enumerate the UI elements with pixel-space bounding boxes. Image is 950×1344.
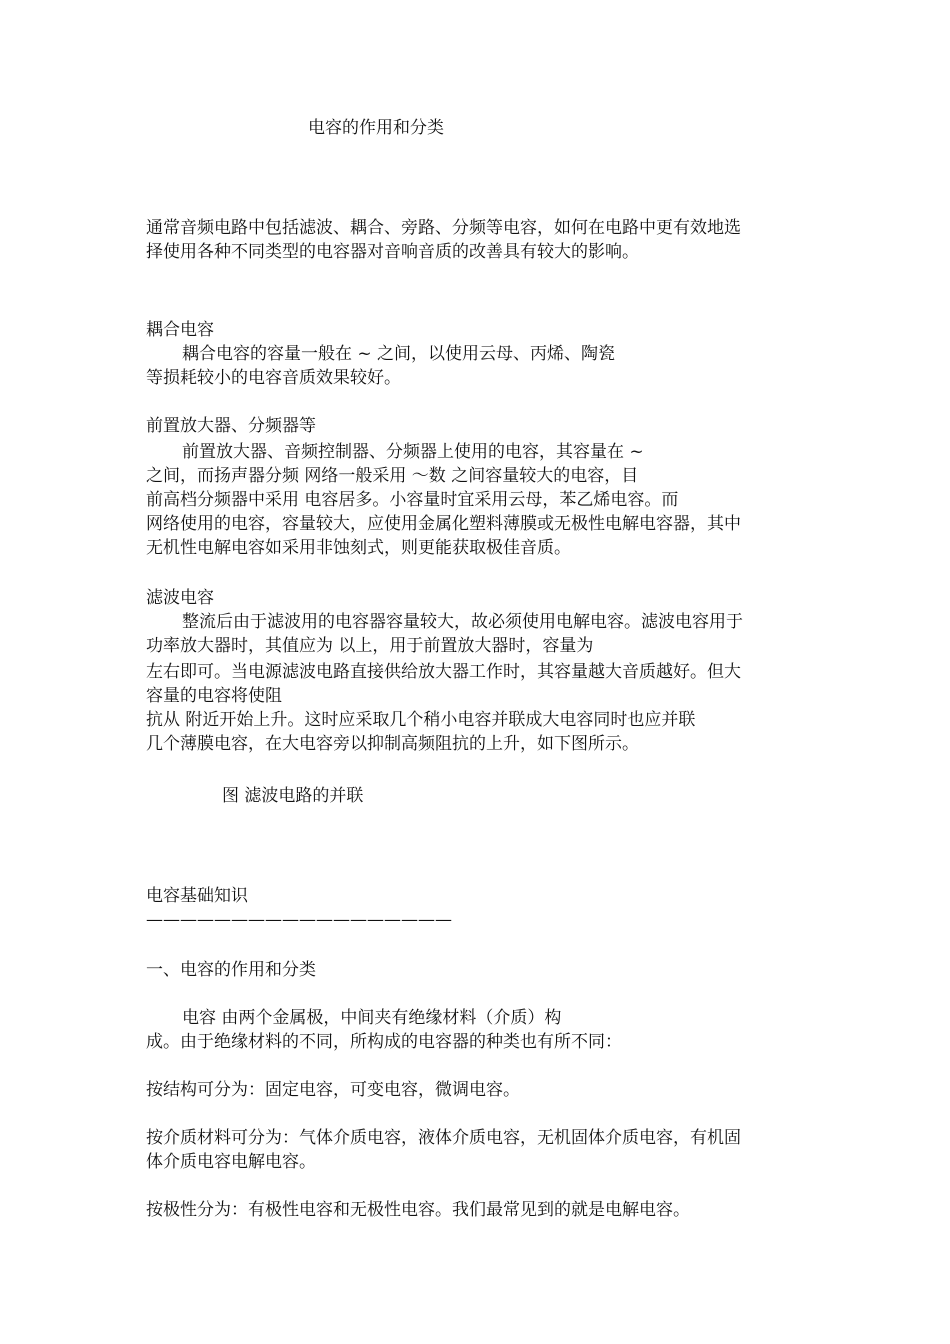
by-dielectric-line-1: 按介质材料可分为：气体介质电容，液体介质电容，无机固体介质电容，有机固: [146, 1128, 741, 1148]
intro-line-2: 择使用各种不同类型的电容器对音响音质的改善具有较大的影响。: [146, 242, 639, 262]
filter-line-6: 几个薄膜电容，在大电容旁以抑制高频阻抗的上升，如下图所示。: [146, 734, 639, 754]
filter-line-2: 功率放大器时，其值应为 以上，用于前置放大器时，容量为: [146, 636, 594, 656]
intro-line-1: 通常音频电路中包括滤波、耦合、旁路、分频等电容，如何在电路中更有效地选: [146, 218, 741, 238]
preamp-line-4: 网络使用的电容，容量较大，应使用金属化塑料薄膜或无极性电解电容器，其中: [146, 514, 741, 534]
preamp-line-5: 无机性电解电容如采用非蚀刻式，则更能获取极佳音质。: [146, 538, 571, 558]
by-dielectric-line-2: 体介质电容电解电容。: [146, 1152, 316, 1172]
horizontal-rule: ——————————————————: [146, 910, 452, 930]
preamp-line-1: 前置放大器、音频控制器、分频器上使用的电容，其容量在 ~: [182, 442, 644, 462]
by-polarity: 按极性分为：有极性电容和无极性电容。我们最常见到的就是电解电容。: [146, 1200, 690, 1220]
document-title: 电容的作用和分类: [308, 118, 444, 138]
basics-line-1: 电容 由两个金属极，中间夹有绝缘材料（介质）构: [182, 1008, 562, 1028]
coupling-line-1: 耦合电容的容量一般在 ~ 之间，以使用云母、丙烯、陶瓷: [182, 344, 616, 364]
filter-line-5: 抗从 附近开始上升。这时应采取几个稍小电容并联成大电容同时也应并联: [146, 710, 696, 730]
filter-line-3: 左右即可。当电源滤波电路直接供给放大器工作时，其容量越大音质越好。但大: [146, 662, 741, 682]
preamp-line-3: 前高档分频器中采用 电容居多。小容量时宜采用云母，苯乙烯电容。而: [146, 490, 679, 510]
by-structure: 按结构可分为：固定电容，可变电容，微调电容。: [146, 1080, 520, 1100]
filter-line-4: 容量的电容将使阻: [146, 686, 282, 706]
preamp-line-2: 之间，而扬声器分频 网络一般采用 ～数 之间容量较大的电容，目: [146, 466, 639, 486]
filter-heading: 滤波电容: [146, 588, 214, 608]
section-heading: 一、电容的作用和分类: [146, 960, 316, 980]
coupling-line-2: 等损耗较小的电容音质效果较好。: [146, 368, 401, 388]
filter-line-1: 整流后由于滤波用的电容器容量较大，故必须使用电解电容。滤波电容用于: [182, 612, 743, 632]
basics-line-2: 成。由于绝缘材料的不同，所构成的电容器的种类也有所不同：: [146, 1032, 622, 1052]
basics-heading: 电容基础知识: [146, 886, 248, 906]
coupling-heading: 耦合电容: [146, 320, 214, 340]
preamp-heading: 前置放大器、分频器等: [146, 416, 316, 436]
figure-caption: 图 滤波电路的并联: [222, 786, 364, 806]
